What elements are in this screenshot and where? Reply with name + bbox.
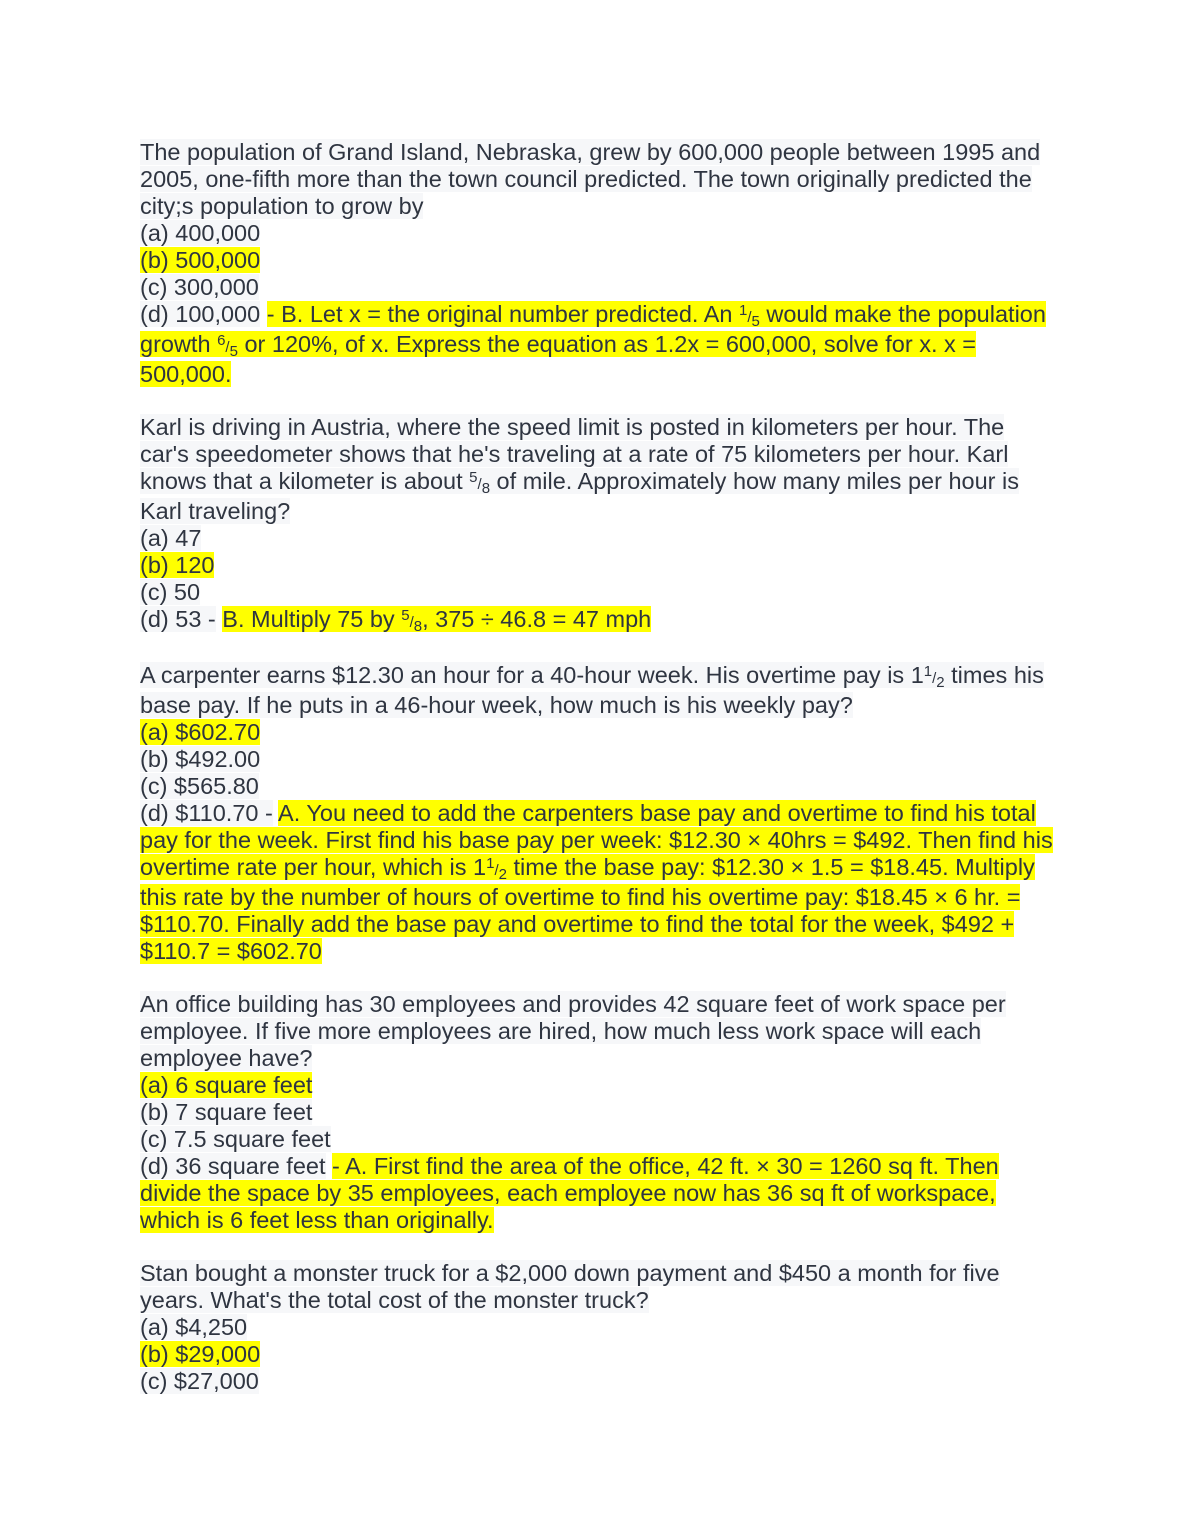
question-4-answer-line-3: which is 6 feet less than originally. xyxy=(140,1207,494,1233)
question-5-option-c: (c) $27,000 xyxy=(140,1368,259,1394)
fraction-one-half: $^1/_2$ xyxy=(486,855,507,883)
question-1-option-d: (d) 100,000 xyxy=(140,301,261,327)
question-4-option-c: (c) 7.5 square feet xyxy=(140,1126,331,1152)
question-1-answer-line-2: growth $^6/_5$ or 120%, of x. Express the equation as 1.2x = 600,000, solve for x. x = xyxy=(140,331,977,360)
question-1 xyxy=(140,139,1060,388)
question-3-stem-line-2: base pay. If he puts in a 46-hour week, how much is his weekly pay? xyxy=(140,692,853,718)
question-2-option-d: (d) 53 - xyxy=(140,606,216,632)
question-1-option-b-highlighted: (b) 500,000 xyxy=(140,247,261,273)
question-1-option-a: (a) 400,000 xyxy=(140,220,261,246)
question-1-option-c: (c) 300,000 xyxy=(140,274,259,300)
question-2-stem-line-3: knows that a kilometer is about $^5/_8$ of mile. Approximately how many miles per hour is xyxy=(140,468,1019,497)
question-3-stem-line-1: A carpenter earns $12.30 an hour for a 40-hour week. His overtime pay is $1^1/_2$ times his xyxy=(140,662,1044,691)
question-3-answer-line-3: overtime rate per hour, which is $1^1/_2$ time the base pay: $12.30 × 1.5 = $18.45. Multiply xyxy=(140,854,1035,883)
question-5-option-a: (a) $4,250 xyxy=(140,1314,248,1340)
question-3-answer-line-1: A. You need to add the carpenters base pay and overtime to find his total xyxy=(278,800,1036,826)
question-1-stem-line-3: city;s population to grow by xyxy=(140,193,424,219)
question-2-stem-line-4: Karl traveling? xyxy=(140,498,291,524)
question-4-stem-line-3: employee have? xyxy=(140,1045,313,1071)
question-4-answer-line-1: - A. First find the area of the office, 42 ft. × 30 = 1260 sq ft. Then xyxy=(332,1153,999,1179)
question-3-answer-line-2: pay for the week. First find his base pay per week: $12.30 × 40hrs = $492. Then find his xyxy=(140,827,1053,853)
fraction-five-eighths: $^5/_8$ xyxy=(469,469,491,497)
question-3-option-b: (b) $492.00 xyxy=(140,746,261,772)
question-3-option-a-highlighted: (a) $602.70 xyxy=(140,719,261,745)
question-2-option-a: (a) 47 xyxy=(140,525,202,551)
question-3-answer-line-5: $110.70. Finally add the base pay and overtime to find the total for the week, $492 + xyxy=(140,911,1015,937)
question-4-answer-line-2: divide the space by 35 employees, each employee now has 36 sq ft of workspace, xyxy=(140,1180,996,1206)
question-4-stem-line-1: An office building has 30 employees and provides 42 square feet of work space per xyxy=(140,991,1006,1017)
question-3-answer-line-4: this rate by the number of hours of overtime to find his overtime pay: $18.45 × 6 hr. = xyxy=(140,884,1021,910)
question-2-answer: B. Multiply 75 by $^5/_8$, 375 ÷ 46.8 = 47 mph xyxy=(222,606,652,635)
question-1-stem-line-2: 2005, one-fifth more than the town council predicted. The town originally predicted the xyxy=(140,166,1032,192)
question-5-option-b-highlighted: (b) $29,000 xyxy=(140,1341,261,1367)
question-2 xyxy=(140,414,1060,636)
fraction-five-eighths: $^5/_8$ xyxy=(401,607,423,635)
question-3 xyxy=(140,662,1060,965)
question-1-stem-line-1: The population of Grand Island, Nebraska, grew by 600,000 people between 1995 and xyxy=(140,139,1041,165)
question-2-stem-line-2: car's speedometer shows that he's traveling at a rate of 75 kilometers per hour. Karl xyxy=(140,441,1009,467)
fraction-six-fifths: $^6/_5$ xyxy=(217,332,238,360)
question-4-stem-line-2: employee. If five more employees are hired, how much less work space will each xyxy=(140,1018,982,1044)
question-5-stem-line-1: Stan bought a monster truck for a $2,000 down payment and $450 a month for five xyxy=(140,1260,1000,1286)
question-3-option-d: (d) $110.70 - xyxy=(140,800,273,826)
question-4 xyxy=(140,991,1060,1234)
question-3-option-c: (c) $565.80 xyxy=(140,773,259,799)
document-page xyxy=(140,139,1060,1421)
question-1-answer-line-3: 500,000. xyxy=(140,361,232,387)
question-4-option-a-highlighted: (a) 6 square feet xyxy=(140,1072,313,1098)
question-3-answer-line-6: $110.7 = $602.70 xyxy=(140,938,322,964)
question-5 xyxy=(140,1260,1060,1395)
question-4-option-b: (b) 7 square feet xyxy=(140,1099,313,1125)
question-4-option-d: (d) 36 square feet xyxy=(140,1153,326,1179)
question-1-answer-line-1: - B. Let x = the original number predicted. An $^1/_5$ would make the population xyxy=(266,301,1046,330)
fraction-one-half: $^1/_2$ xyxy=(923,663,945,691)
question-5-stem-line-2: years. What's the total cost of the monster truck? xyxy=(140,1287,649,1313)
question-2-option-b-highlighted: (b) 120 xyxy=(140,552,215,578)
question-2-stem-line-1: Karl is driving in Austria, where the speed limit is posted in kilometers per hour. The xyxy=(140,414,1005,440)
fraction-one-fifth: $^1/_5$ xyxy=(738,302,760,330)
question-2-option-c: (c) 50 xyxy=(140,579,201,605)
